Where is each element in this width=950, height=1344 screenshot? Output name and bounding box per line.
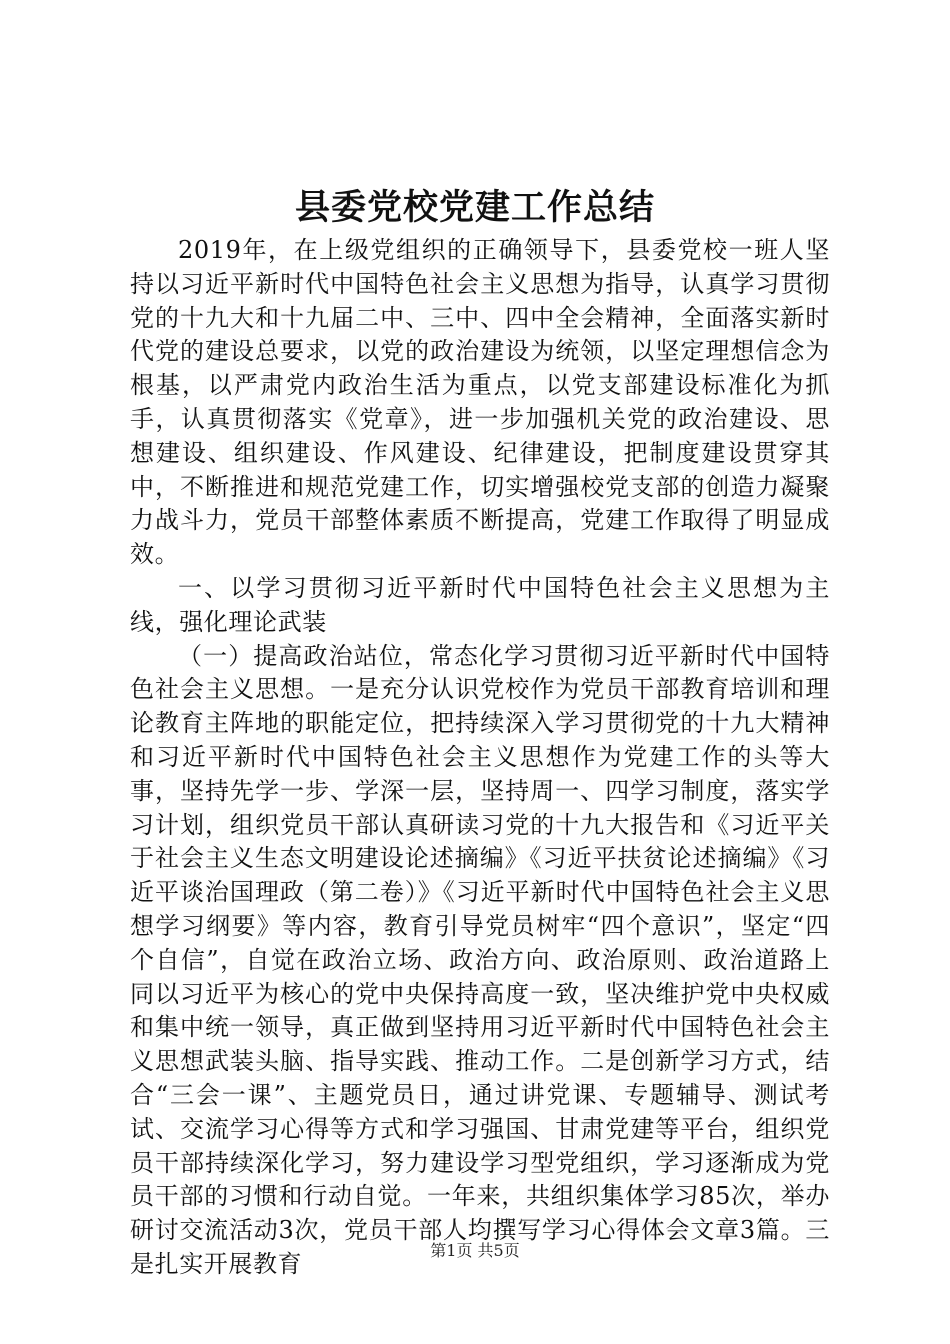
document-title: 县委党校党建工作总结 [294, 187, 655, 228]
section-heading-1: 一、以学习贯彻习近平新时代中国特色社会主义思想为主线，强化理论武装 [130, 573, 830, 636]
paragraph-intro: 2019年，在上级党组织的正确领导下，县委党校一班人坚持以习近平新时代中国特色社会主义思想为指导，认真学习贯彻党的十九大和十九届二中、三中、四中全会精神，全面落实新时代党的建设总要求，以党的政治建设为统领，以坚定理想信念为根基，以严肃党内政治生活为重点，以党支部建设标准化为抓手，认真贯彻落实《党章》，进一步加强机关党的政治建设、思想建设、组织建设、作风建设、纪律建设，把制度建设贯穿其中，不断推进和规范党建工作，切实增强校党支部的创造力凝聚力战斗力，党员干部整体素质不断提高，党建工作取得了明显成效。 [130, 236, 830, 569]
page-number-footer: 第1页 共5页 [430, 1241, 520, 1260]
document-body [130, 234, 830, 1282]
paragraph-section-1-1: （一）提高政治站位，常态化学习贯彻习近平新时代中国特色社会主义思想。一是充分认识党校作为党员干部教育培训和理论教育主阵地的职能定位，把持续深入学习贯彻党的十九大精神和习近平新时代中国特色社会主义思想作为党建工作的头等大事，坚持先学一步、学深一层，坚持周一、四学习制度，落实学习计划，组织党员干部认真研读习党的十九大报告和《习近平关于社会主义生态文明建设论述摘编》《习近平扶贫论述摘编》《习近平谈治国理政（第二卷）》《习近平新时代中国特色社会主义思想学习纲要》等内容，教育引导党员树牢“四个意识”，坚定“四个自信”，自觉在政治立场、政治方向、政治原则、政治道路上同以习近平为核心的党中央保持高度一致，坚决维护党中央权威和集中统一领导，真正做到坚持用习近平新时代中国特色社会主义思想武装头脑、指导实践、推动工作。二是创新学习方式，结合“三会一课”、主题党员日，通过讲党课、专题辅导、测试考试、交流学习心得等方式和学习强国、甘肃党建等平台，组织党员干部持续深化学习，努力建设学习型党组织，学习逐渐成为党员干部的习惯和行动自觉。一年来，共组织集体学习85次，举办研讨交流活动3次，党员干部人均撰写学习心得体会文章3篇。三是扎实开展教育 [130, 641, 830, 1278]
